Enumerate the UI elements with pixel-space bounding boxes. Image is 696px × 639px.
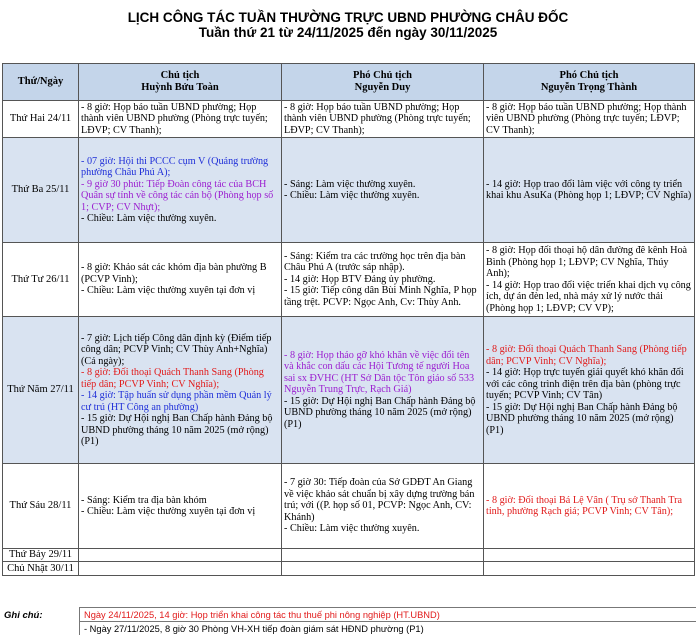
page-title: LỊCH CÔNG TÁC TUẦN THƯỜNG TRỰC UBND PHƯỜNG CHÂU ĐỐC — [127, 10, 569, 25]
schedule-row — [3, 464, 695, 549]
schedule-entry: - Chiều: Làm việc thường xuyên tại đơn vị — [81, 506, 256, 517]
schedule-entry: - 14 giờ: Họp trao đổi việc triển khai dịch vụ công ích, dự án đèn led, nhà máy xử lý nước thải (Phòng họp 1; LĐVP; CV VP); — [486, 279, 691, 314]
schedule-cell-col2 — [282, 317, 484, 464]
schedule-entry: - 15 giờ: Dự Hội nghị Ban Chấp hành Đảng bộ UBND phường tháng 10 năm 2025 (mở rộng) (P1) — [284, 395, 476, 430]
schedule-row — [3, 317, 695, 464]
column-person: Nguyễn Trọng Thành — [540, 82, 638, 93]
day-cell: Thứ Hai 24/11 — [3, 101, 79, 138]
schedule-entry: - 8 giờ: Họp đối thoại hộ dân đường đê kênh Hoà Bình (Phòng họp 1; LĐVP; CV Nghĩa, Thúy Anh); — [486, 245, 688, 279]
schedule-entry: - 8 giờ: Họp báo tuần UBND phường; Họp thành viên UBND phường (Phòng trực tuyến; LĐVP; CV Thanh); — [81, 101, 268, 136]
schedule-row — [3, 138, 695, 243]
schedule-entry: - Chiều: Làm việc thường xuyên. — [284, 523, 420, 535]
day-cell: Thứ Năm 27/11 — [3, 317, 79, 464]
day-cell: Thứ Sáu 28/11 — [3, 464, 79, 549]
schedule-cell-col1 — [79, 138, 282, 243]
schedule-cell-col2 — [282, 138, 484, 243]
column-header-vice-chairman-2 — [484, 64, 695, 101]
note-item: - Ngày 27/11/2025, 8 giờ 30 Phòng VH-XH tiếp đoàn giám sát HĐND phường (P1) — [79, 621, 696, 635]
column-header-vice-chairman-1 — [282, 64, 484, 101]
schedule-entry: - 8 giờ: Họp tháo gỡ khó khăn về việc đổi tên và khắc con dấu các Hội Tương tế người Hoa sai sx ĐVHC (HT Sở Dân tộc Tôn giáo số 533 Nguyễn Trung Trực, Rạch Giá) — [284, 349, 475, 396]
schedule-cell-col3 — [484, 317, 695, 464]
column-role: Chủ tịch — [160, 70, 200, 81]
schedule-cell-col3 — [484, 464, 695, 549]
schedule-cell-col3 — [484, 243, 695, 317]
schedule-entry: - 8 giờ: Họp báo tuần UBND phường; Họp thành viên UBND phường (Phòng trực tuyến; LĐVP; CV Thanh); — [284, 101, 471, 136]
schedule-cell-col2 — [282, 101, 484, 138]
schedule-cell-col3 — [484, 138, 695, 243]
schedule-entry: - 15 giờ: Dự Hội nghị Ban Chấp hành Đảng bộ UBND phường tháng 10 năm 2025 (mở rộng) (P1) — [81, 413, 273, 447]
schedule-row — [3, 562, 695, 576]
schedule-entry: - 14 giờ: Tập huấn sử dụng phần mềm Quản lý cư trú (HT Công an phường) — [81, 390, 272, 413]
schedule-entry: - 07 giờ: Hội thi PCCC cụm V (Quảng trường phường Châu Phú A); — [81, 155, 269, 178]
column-header-day: Thứ/Ngày — [3, 64, 79, 101]
column-role: Phó Chủ tịch — [559, 70, 619, 81]
schedule-entry: - Chiều: Làm việc thường xuyên tại đơn vị — [81, 285, 256, 297]
schedule-entry: - 15 giờ: Tiếp công dân Bùi Minh Nghĩa, P họp tầng trệt. PCVP: Ngọc Anh, Cv: Thùy Anh. — [284, 285, 477, 308]
note-item: Ngày 24/11/2025, 14 giờ: Họp triển khai công tác thu thuế phi nông nghiệp (HT.UBND) — [79, 607, 696, 621]
column-header-chairman — [79, 64, 282, 101]
schedule-entry: - 15 giờ: Dự Hội nghị Ban Chấp hành Đảng bộ UBND phường tháng 10 năm 2025 (mở rộng) (P1) — [486, 401, 678, 436]
schedule-cell-col3 — [484, 549, 695, 562]
schedule-entry: - 7 giờ: Lịch tiếp Công dân định kỳ (Điểm tiếp công dân; PCVP Vinh; CV Thùy Anh+Nghĩa) (Cả ngày); — [81, 332, 272, 367]
schedule-cell-col2 — [282, 562, 484, 576]
schedule-cell-col1 — [79, 464, 282, 549]
schedule-entry: - 14 giờ: Họp trao đổi làm việc với công ty triển khai khu AsuKa (Phòng họp 1; LĐVP; CV Nghĩa) — [486, 178, 692, 201]
schedule-row — [3, 549, 695, 562]
schedule-table — [2, 63, 695, 576]
schedule-row — [3, 243, 695, 317]
schedule-entry: - 9 giờ 30 phút: Tiếp Đoàn công tác của BCH Quân sự tỉnh về công tác cán bộ (Phòng họp số 1; CVP; CV Nhựt); — [81, 178, 274, 213]
day-cell: Thứ Bảy 29/11 — [3, 549, 79, 562]
schedule-cell-col1 — [79, 101, 282, 138]
schedule-entry: - Sáng: Kiểm tra địa bàn khóm — [81, 494, 207, 506]
day-cell: Thứ Tư 26/11 — [3, 243, 79, 317]
schedule-entry: - Chiều: Làm việc thường xuyên. — [81, 213, 217, 224]
schedule-cell-col3 — [484, 101, 695, 138]
day-cell: Chủ Nhật 30/11 — [3, 562, 79, 576]
schedule-entry: - 8 giờ: Khảo sát các khóm địa bàn phường B (PCVP Vinh); — [81, 262, 267, 285]
schedule-cell-col2 — [282, 464, 484, 549]
notes-label: Ghi chú: — [4, 610, 43, 621]
column-person: Nguyễn Duy — [354, 82, 411, 93]
schedule-entry: - 8 giờ: Đối thoại Quách Thanh Sang (Phòng tiếp dân; PCVP Vinh; CV Nghĩa); — [486, 344, 687, 367]
day-cell: Thứ Ba 25/11 — [3, 138, 79, 243]
schedule-cell-col2 — [282, 243, 484, 317]
schedule-entry: - Sáng: Làm việc thường xuyên. — [284, 178, 416, 190]
column-person: Huỳnh Bửu Toàn — [141, 82, 219, 93]
schedule-entry: - 14 giờ: Họp BTV Đảng ủy phường. — [284, 273, 436, 285]
schedule-cell-col1 — [79, 317, 282, 464]
schedule-cell-col2 — [282, 549, 484, 562]
schedule-entry: - Chiều: Làm việc thường xuyên. — [284, 190, 420, 201]
schedule-cell-col1 — [79, 562, 282, 576]
schedule-entry: - 14 giờ: Họp trực tuyến giải quyết khó khăn đối với các công trình điện trên địa bàn (phòng trực tuyến; PCVP Vinh; CV Tân) — [486, 367, 684, 401]
schedule-cell-col3 — [484, 562, 695, 576]
schedule-entry: - 8 giờ: Họp báo tuần UBND phường; Họp thành viên UBND phường (Phòng trực tuyến; LĐVP; CV Thanh); — [486, 101, 687, 136]
schedule-row — [3, 101, 695, 138]
schedule-entry: - 8 giờ: Đối thoại Quách Thanh Sang (Phòng tiếp dân; PCVP Vinh; CV Nghĩa); — [81, 367, 264, 390]
schedule-body — [3, 101, 695, 576]
page-subtitle: Tuần thứ 21 từ 24/11/2025 đến ngày 30/11/2025 — [198, 25, 498, 40]
schedule-entry: - Sáng: Kiểm tra các trường học trên địa bàn Châu Phú A (trước sáp nhập). — [284, 250, 466, 274]
column-role: Phó Chủ tịch — [353, 70, 412, 81]
schedule-entry: - 7 giờ 30: Tiếp đoàn của Sở GDĐT An Giang về việc khảo sát chuẩn bị xây dựng trường bán trú; với ((P. họp số 01, PCVP: Ngọc Anh, CV: Khánh) — [284, 477, 475, 523]
schedule-cell-col1 — [79, 549, 282, 562]
schedule-cell-col1 — [79, 243, 282, 317]
schedule-entry: - 8 giờ: Đối thoại Bá Lệ Vân ( Trụ sở Thanh Tra tỉnh, phường Rạch giá; PCVP Vinh; CV Tân); — [486, 494, 683, 517]
